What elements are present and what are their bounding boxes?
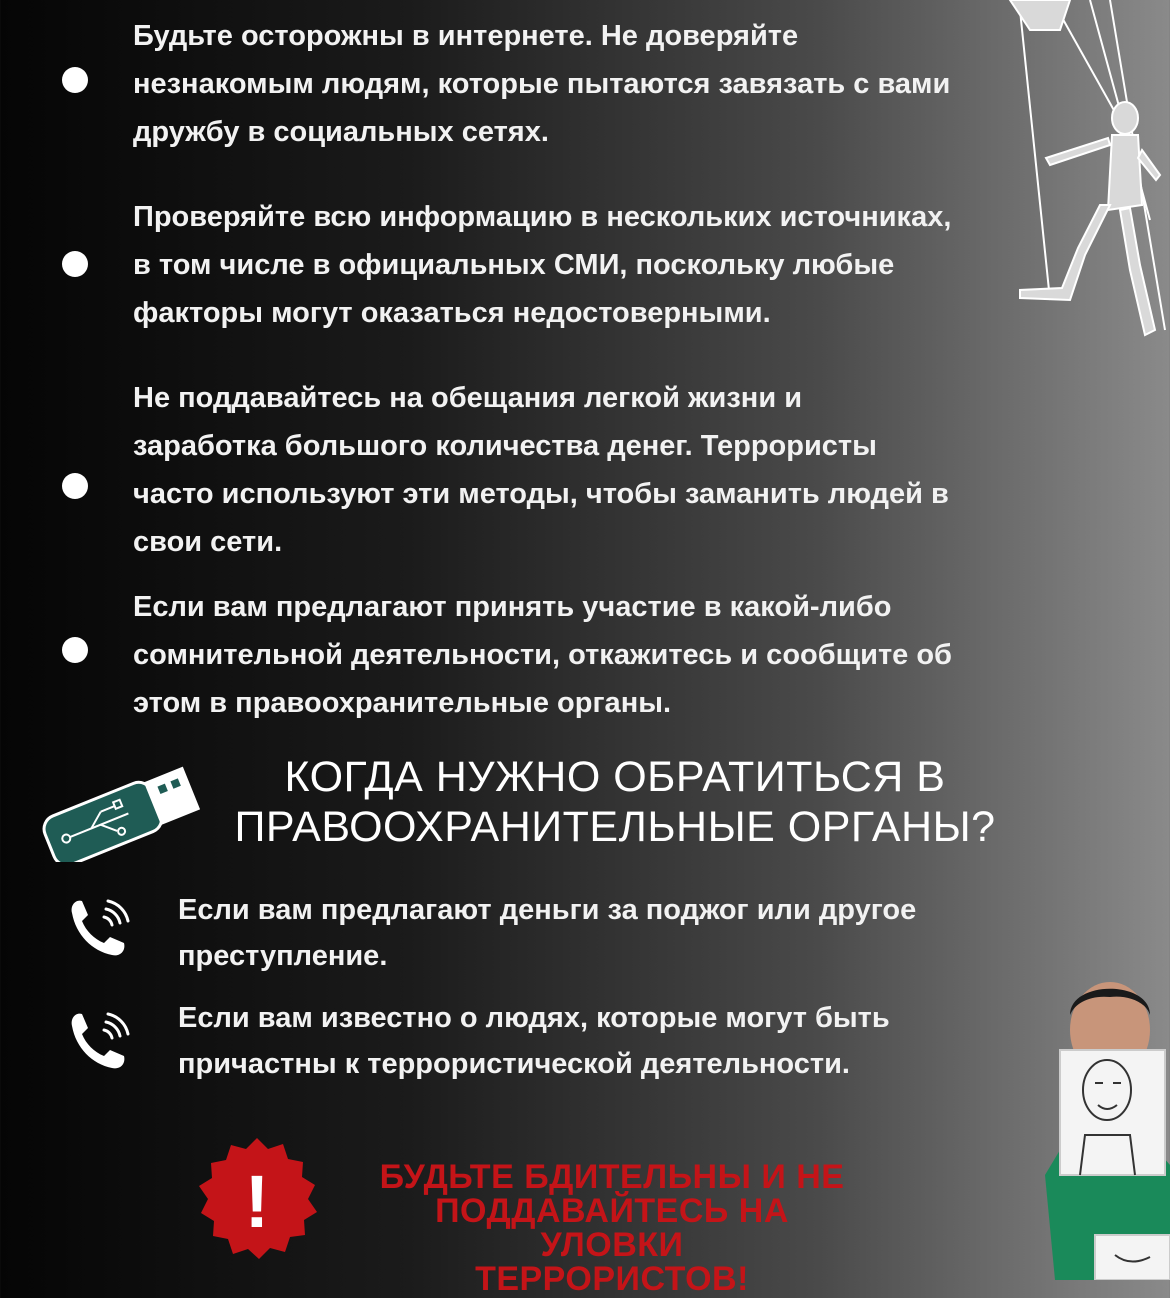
tip-1-line-1: Будьте осторожны в интернете. Не доверяйте xyxy=(133,20,799,52)
tip-1-line-3: дружбу в социальных сетях. xyxy=(133,116,549,148)
tip-3-line-2: заработка большого количества денег. Террористы xyxy=(133,430,877,462)
warning-line-1: БУДЬТЕ БДИТЕЛЬНЫ И НЕ xyxy=(379,1158,845,1196)
tip-4-line-2: сомнительной деятельности, откажитесь и сообщите об xyxy=(133,639,952,671)
bullet-dot-icon xyxy=(62,251,88,277)
when-item-1-line-1: Если вам предлагают деньги за поджог или другое xyxy=(178,894,917,926)
when-item-2-line-1: Если вам известно о людях, которые могут быть xyxy=(178,1002,890,1034)
heading-line-2: ПРАВООХРАНИТЕЛЬНЫЕ ОРГАНЫ? xyxy=(234,803,996,851)
bullet-dot-icon xyxy=(62,473,88,499)
tip-4 xyxy=(133,583,952,727)
tip-3 xyxy=(133,374,949,566)
tip-2 xyxy=(133,193,951,337)
warning-badge-icon xyxy=(192,1135,322,1265)
tip-2-line-3: факторы могут оказаться недостоверными. xyxy=(133,297,771,329)
person-photo xyxy=(1035,975,1170,1280)
tip-4-line-1: Если вам предлагают принять участие в какой-либо xyxy=(133,591,892,623)
when-item-2 xyxy=(178,995,890,1087)
tip-3-line-3: часто используют эти методы, чтобы заманить людей в xyxy=(133,478,949,510)
tip-1 xyxy=(133,12,950,156)
when-item-2-line-2: причастны к террористической деятельности. xyxy=(178,1048,850,1080)
when-item-1-line-2: преступление. xyxy=(178,940,388,972)
when-item-1 xyxy=(178,887,916,979)
tip-3-line-4: свои сети. xyxy=(133,526,283,558)
tip-4-line-3: этом в правоохранительные органы. xyxy=(133,687,672,719)
phone-ringing-icon xyxy=(62,895,138,971)
bullet-dot-icon xyxy=(62,637,88,663)
warning-message xyxy=(362,1160,862,1296)
tip-2-line-1: Проверяйте всю информацию в нескольких источниках, xyxy=(133,201,952,233)
tip-2-line-2: в том числе в официальных СМИ, поскольку любые xyxy=(133,249,895,281)
warning-badge-symbol: ! xyxy=(244,1160,270,1243)
tip-3-line-1: Не поддавайтесь на обещания легкой жизни и xyxy=(133,382,803,414)
section-heading xyxy=(195,752,1035,852)
puppet-figure-icon xyxy=(990,0,1170,365)
warning-line-3: ТЕРРОРИСТОВ! xyxy=(475,1260,749,1298)
warning-line-2: ПОДДАВАЙТЕСЬ НА УЛОВКИ xyxy=(435,1192,789,1264)
usb-drive-icon xyxy=(30,752,200,862)
heading-line-1: КОГДА НУЖНО ОБРАТИТЬСЯ В xyxy=(284,753,946,801)
bullet-dot-icon xyxy=(62,67,88,93)
tip-1-line-2: незнакомым людям, которые пытаются завязать с вами xyxy=(133,68,951,100)
phone-ringing-icon xyxy=(62,1008,138,1084)
